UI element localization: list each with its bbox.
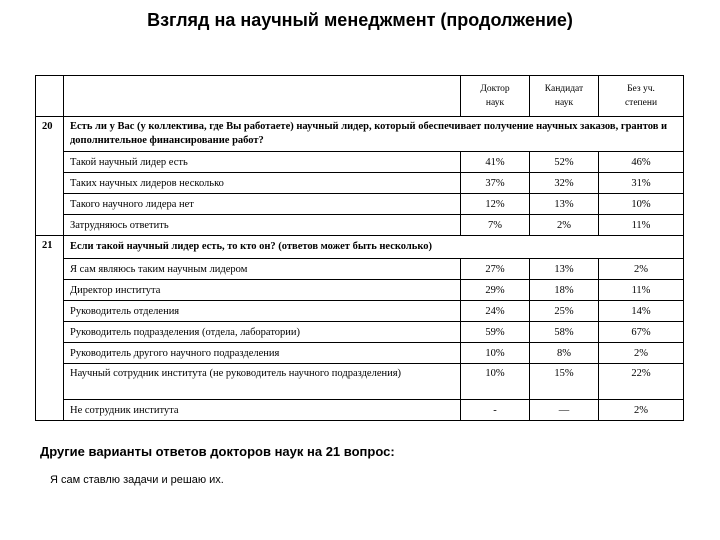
- value-cell: 67%: [599, 322, 684, 343]
- value-cell: 14%: [599, 301, 684, 322]
- page-title: Взгляд на научный менеджмент (продолжение): [147, 10, 573, 30]
- answer-label: Научный сотрудник института (не руководитель научного подразделения): [64, 364, 461, 400]
- answer-label: Я сам являюсь таким научным лидером: [64, 259, 461, 280]
- value-cell: 58%: [530, 322, 599, 343]
- table-row: [36, 215, 684, 236]
- table-row: [36, 322, 684, 343]
- question-number: 20: [36, 117, 64, 236]
- answer-label: Такой научный лидер есть: [64, 152, 461, 173]
- value-cell: 11%: [599, 280, 684, 301]
- answer-label: Не сотрудник института: [64, 400, 461, 421]
- question-number: 21: [36, 236, 64, 421]
- question-header-cell: [64, 76, 461, 117]
- value-cell: 8%: [530, 343, 599, 364]
- other-answer-item: Я сам ставлю задачи и решаю их.: [50, 474, 224, 486]
- question-text: Если такой научный лидер есть, то кто он? (ответов может быть несколько): [64, 236, 684, 259]
- value-cell: 37%: [461, 173, 530, 194]
- value-cell: 13%: [530, 194, 599, 215]
- table-row: [36, 173, 684, 194]
- column-header-no-degree: Без уч. степени: [599, 76, 684, 117]
- value-cell: 12%: [461, 194, 530, 215]
- value-cell: -: [461, 400, 530, 421]
- value-cell: 41%: [461, 152, 530, 173]
- table-row: [36, 301, 684, 322]
- value-cell: 52%: [530, 152, 599, 173]
- survey-table: [35, 75, 684, 421]
- value-cell: 2%: [599, 259, 684, 280]
- table-row: [36, 280, 684, 301]
- answer-label: Таких научных лидеров несколько: [64, 173, 461, 194]
- value-cell: 24%: [461, 301, 530, 322]
- value-cell: 13%: [530, 259, 599, 280]
- question-row: [36, 117, 684, 152]
- value-cell: 18%: [530, 280, 599, 301]
- number-header-cell: [36, 76, 64, 117]
- value-cell: 11%: [599, 215, 684, 236]
- value-cell: 59%: [461, 322, 530, 343]
- value-cell: 7%: [461, 215, 530, 236]
- question-row: [36, 236, 684, 259]
- answer-label: Руководитель другого научного подразделения: [64, 343, 461, 364]
- value-cell: 31%: [599, 173, 684, 194]
- table-row: [36, 343, 684, 364]
- table-row: [36, 364, 684, 400]
- column-header-candidate: Кандидат наук: [530, 76, 599, 117]
- other-answers-heading: Другие варианты ответов докторов наук на 21 вопрос:: [40, 444, 395, 459]
- value-cell: 29%: [461, 280, 530, 301]
- value-cell: 2%: [599, 343, 684, 364]
- value-cell: 25%: [530, 301, 599, 322]
- value-cell: 2%: [530, 215, 599, 236]
- value-cell: 32%: [530, 173, 599, 194]
- answer-label: Затрудняюсь ответить: [64, 215, 461, 236]
- column-header-doctor: Доктор наук: [461, 76, 530, 117]
- table-header-row: [36, 76, 684, 117]
- value-cell: 27%: [461, 259, 530, 280]
- value-cell: 46%: [599, 152, 684, 173]
- value-cell: 2%: [599, 400, 684, 421]
- value-cell: 22%: [599, 364, 684, 400]
- value-cell: 10%: [461, 364, 530, 400]
- answer-label: Такого научного лидера нет: [64, 194, 461, 215]
- value-cell: —: [530, 400, 599, 421]
- table-row: [36, 194, 684, 215]
- table-row: [36, 400, 684, 421]
- value-cell: 10%: [461, 343, 530, 364]
- value-cell: 15%: [530, 364, 599, 400]
- answer-label: Директор института: [64, 280, 461, 301]
- answer-label: Руководитель отделения: [64, 301, 461, 322]
- table-row: [36, 152, 684, 173]
- table-row: [36, 259, 684, 280]
- question-text: Есть ли у Вас (у коллектива, где Вы работаете) научный лидер, который обеспечивает получение научных заказов, грантов и дополнительное финансирование работ?: [64, 117, 684, 152]
- answer-label: Руководитель подразделения (отдела, лаборатории): [64, 322, 461, 343]
- value-cell: 10%: [599, 194, 684, 215]
